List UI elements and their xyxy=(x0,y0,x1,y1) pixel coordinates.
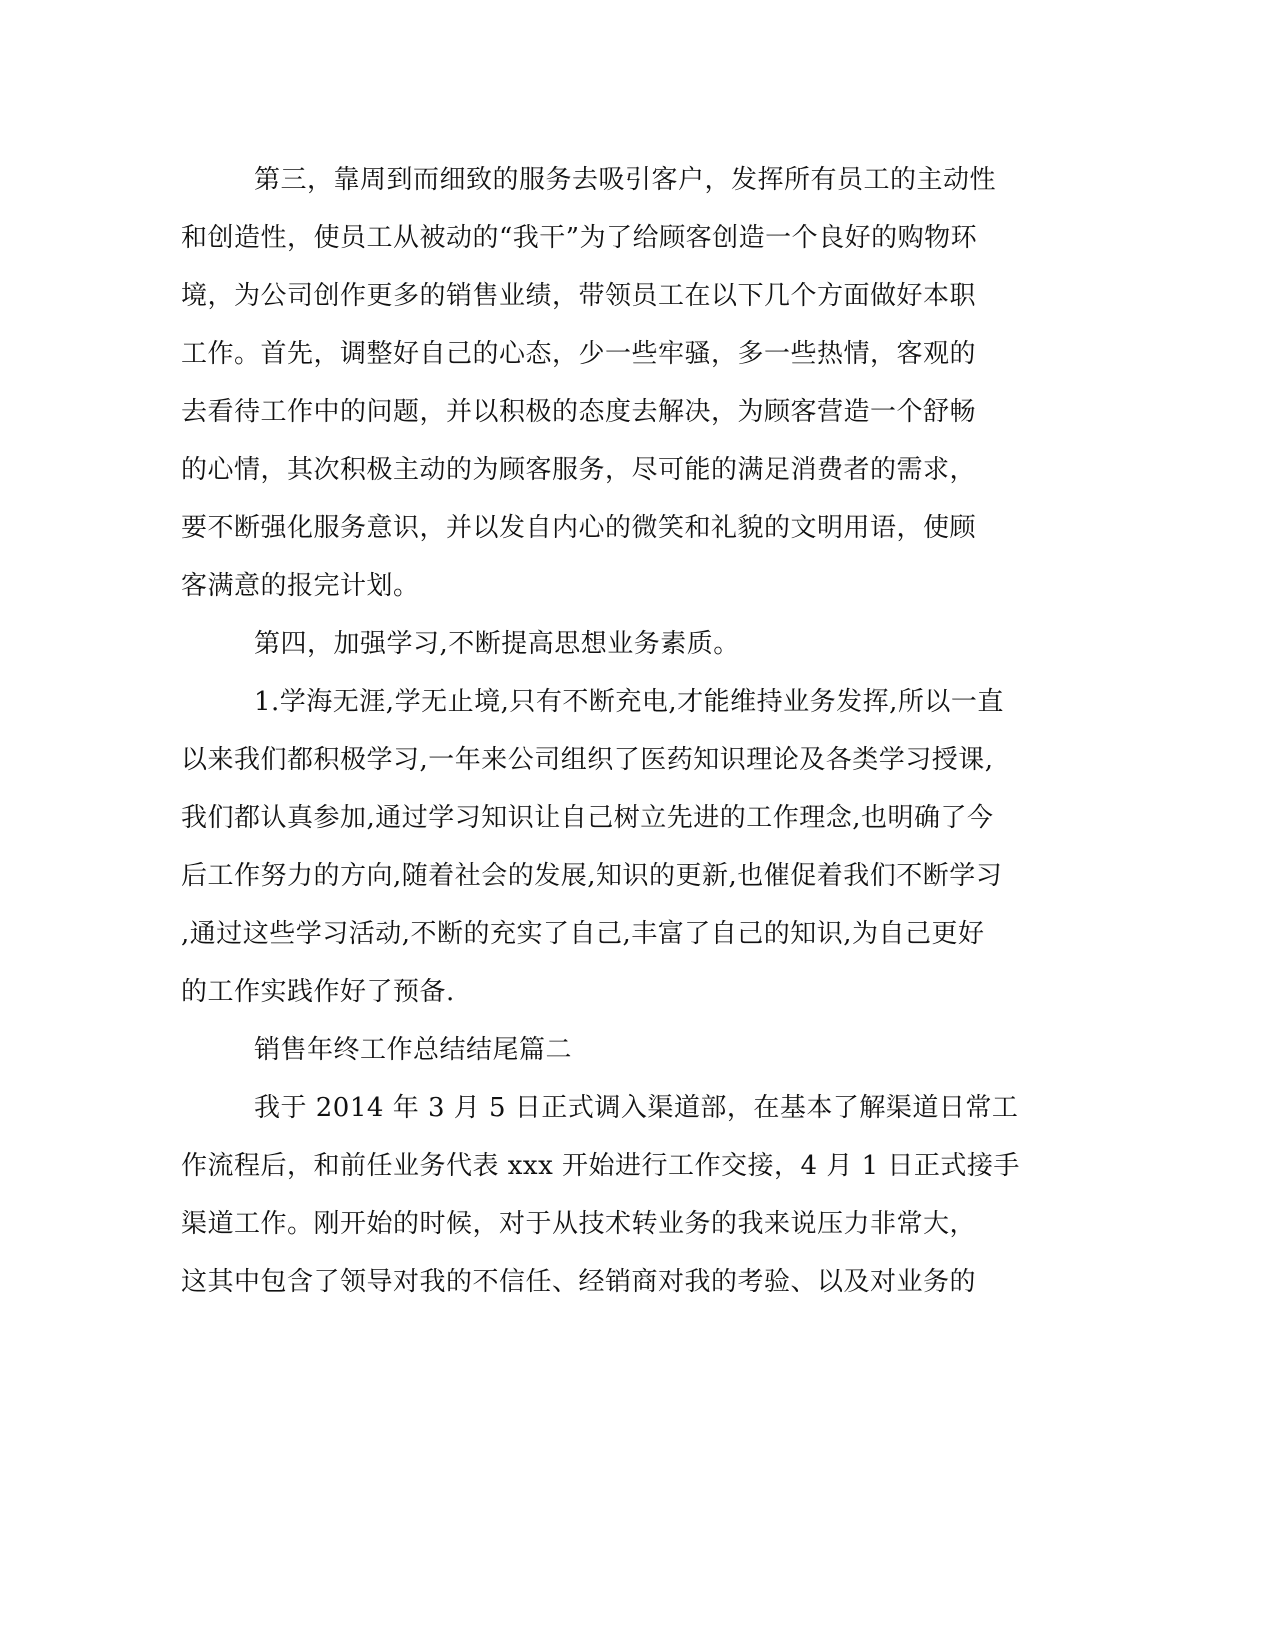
text-line-15: 的工作实践作好了预备. xyxy=(181,977,455,1007)
text-line-6: 的心情，其次积极主动的为顾客服务，尽可能的满足消费者的需求， xyxy=(181,455,977,485)
text-line-3: 境，为公司创作更多的销售业绩，带领员工在以下几个方面做好本职 xyxy=(181,281,977,311)
text-line-13: 后工作努力的方向,随着社会的发展,知识的更新,也催促着我们不断学习 xyxy=(181,861,1003,891)
text-line-10: 1.学海无涯,学无止境,只有不断充电,才能维持业务发挥,所以一直 xyxy=(254,687,1004,717)
text-line-18: 作流程后，和前任业务代表 xxx 开始进行工作交接，4 月 1 日正式接手 xyxy=(181,1151,1020,1181)
text-line-7: 要不断强化服务意识，并以发自内心的微笑和礼貌的文明用语，使顾 xyxy=(181,513,977,543)
text-line-12: 我们都认真参加,通过学习知识让自己树立先进的工作理念,也明确了今 xyxy=(181,803,994,833)
text-line-20: 这其中包含了领导对我的不信任、经销商对我的考验、以及对业务的 xyxy=(181,1267,977,1297)
text-line-2: 和创造性，使员工从被动的“我干”为了给顾客创造一个良好的购物环 xyxy=(181,223,978,253)
text-line-8: 客满意的报完计划。 xyxy=(181,571,420,601)
section-heading: 销售年终工作总结结尾篇二 xyxy=(254,1035,573,1065)
text-line-19: 渠道工作。刚开始的时候，对于从技术转业务的我来说压力非常大， xyxy=(181,1209,977,1239)
text-line-11: 以来我们都积极学习,一年来公司组织了医药知识理论及各类学习授课, xyxy=(181,745,994,775)
text-line-5: 去看待工作中的问题，并以积极的态度去解决，为顾客营造一个舒畅 xyxy=(181,397,977,427)
text-line-14: ,通过这些学习活动,不断的充实了自己,丰富了自己的知识,为自己更好 xyxy=(181,919,985,949)
text-line-1: 第三，靠周到而细致的服务去吸引客户，发挥所有员工的主动性 xyxy=(254,165,997,195)
text-line-17: 我于 2014 年 3 月 5 日正式调入渠道部，在基本了解渠道日常工 xyxy=(254,1093,1019,1123)
text-line-9: 第四，加强学习,不断提高思想业务素质。 xyxy=(254,629,740,659)
text-line-4: 工作。首先，调整好自己的心态，少一些牢骚，多一些热情，客观的 xyxy=(181,339,977,369)
